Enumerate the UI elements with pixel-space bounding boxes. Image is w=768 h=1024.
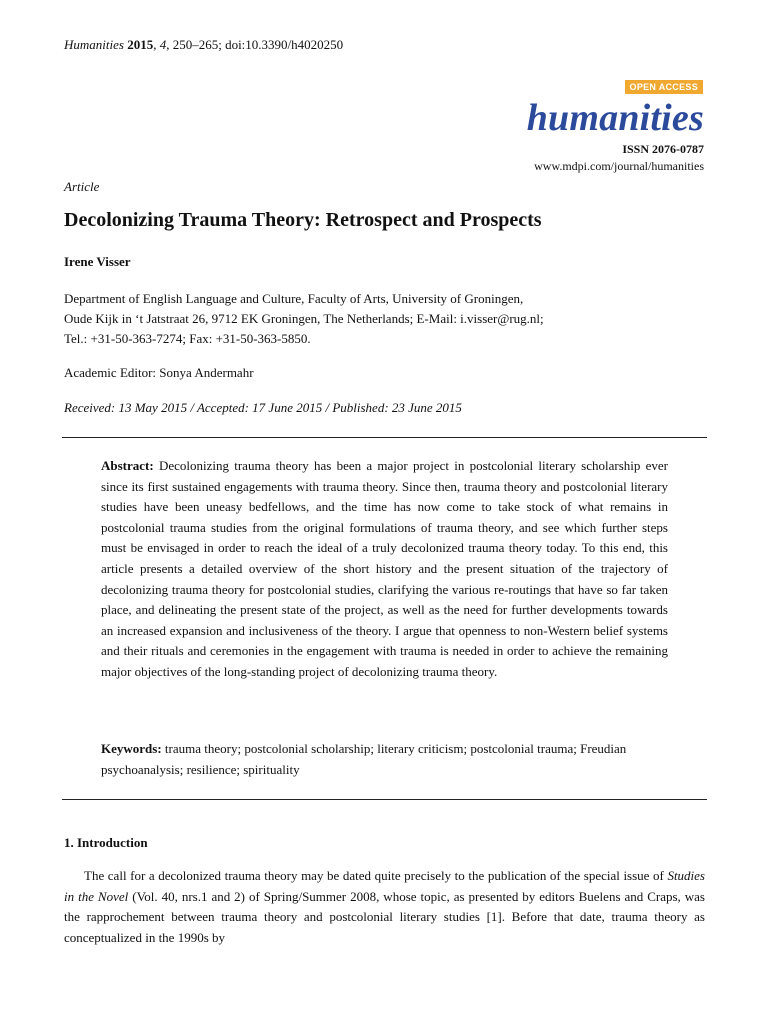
issn: ISSN 2076-0787 [622, 142, 704, 156]
citation-line: Humanities 2015, 4, 250–265; doi:10.3390/h4020250 [64, 37, 344, 52]
citation-year: 2015 [127, 37, 154, 52]
academic-editor: Academic Editor: Sonya Andermahr [64, 365, 254, 380]
publication-dates: Received: 13 May 2015 / Accepted: 17 June 2015 / Published: 23 June 2015 [64, 400, 462, 415]
author: Irene Visser [64, 254, 131, 269]
keywords-text: trauma theory; postcolonial scholarship; literary criticism; postcolonial trauma; Freudian psychoanalysis; resilience; spirituality [101, 741, 627, 777]
citation-volume: 4 [159, 37, 167, 52]
affiliation [64, 289, 544, 349]
citation-journal: Humanities [64, 37, 124, 52]
journal-logo: humanities [526, 97, 704, 139]
journal-url: www.mdpi.com/journal/humanities [534, 159, 704, 173]
affiliation-line-1: Department of English Language and Culture, Faculty of Arts, University of Groningen, [64, 291, 524, 306]
section-heading: 1. Introduction [64, 835, 148, 850]
abstract-text: Decolonizing trauma theory has been a major project in postcolonial literary scholarship ever since its first sustained engagements with trauma theory. Since then, trauma theory and postcolonial literary studies have been uneasy bedfellows, and the time has now come to take stock of what remains in postcolonial trauma studies from the original formulations of trauma theory, and see which further steps must be envisaged in order to reach the ideal of a truly decolonized trauma theory today. To this end, this article presents a detailed overview of the short history and the present situation of the trajectory of decolonizing trauma theory for postcolonial studies, clarifying the various re-routings that have so far taken place, and delineating the present state of the project, as well as the need for further developments towards an increased expansion and inclusiveness of the theory. I argue that openness to non-Western belief systems and their rituals and ceremonies in the engagement with trauma is needed in order to achieve the remaining major objectives of the long-standing project of decolonizing trauma theory. [101, 458, 669, 679]
intro-journal-title: Studies in the Novel [64, 868, 705, 904]
article-title: Decolonizing Trauma Theory: Retrospect and Prospects [64, 209, 542, 231]
divider-top [62, 437, 707, 438]
affiliation-line-3: Tel.: +31-50-363-7274; Fax: +31-50-363-5850. [64, 331, 311, 346]
keywords [101, 739, 668, 780]
intro-paragraph [64, 866, 705, 948]
intro-text-2: (Vol. 40, nrs.1 and 2) of Spring/Summer 2008, whose topic, as presented by editors Buelens and Craps, was the rapprochement between trauma theory and postcolonial literary studies [1]. Before that date, trauma theory as conceptualized in the 1990s by [64, 888, 705, 945]
article-type: Article [64, 179, 100, 194]
keywords-label: Keywords: [101, 741, 162, 756]
affiliation-line-2: Oude Kijk in ‘t Jatstraat 26, 9712 EK Groningen, The Netherlands; E-Mail: i.visser@rug.nl; [64, 311, 544, 326]
abstract-label: Abstract: [101, 458, 154, 473]
divider-bottom [62, 799, 707, 800]
open-access-badge: OPEN ACCESS [625, 80, 703, 94]
citation-pages-doi: 250–265; doi:10.3390/h4020250 [172, 37, 344, 52]
abstract [101, 456, 668, 683]
intro-text-1: The call for a decolonized trauma theory may be dated quite precisely to the publication of the special issue of [84, 868, 668, 883]
